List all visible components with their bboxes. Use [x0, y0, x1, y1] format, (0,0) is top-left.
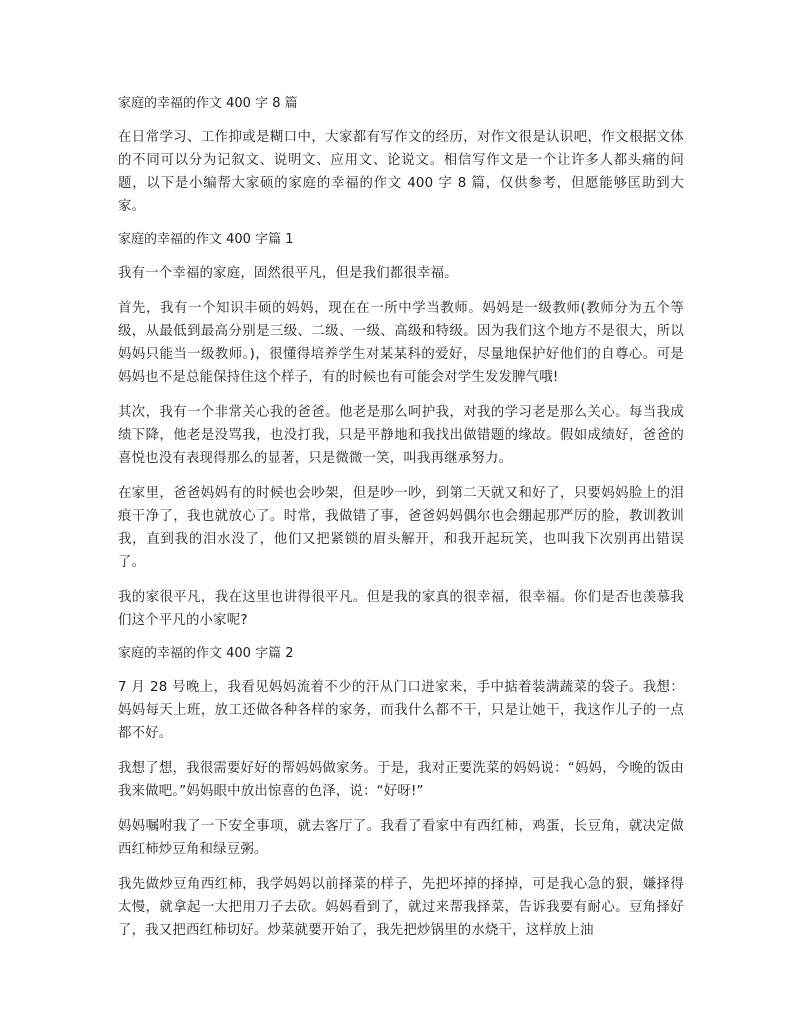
essay-1-paragraph: 首先，我有一个知识丰硕的妈妈，现在在一所中学当教师。妈妈是一级教师(教师分为五个等级，从最低到最高分别是三级、二级、一级、高级和特级。因为我们这个地方不是很大，所以妈妈只能当一级教师。)，很懂得培养学生对某某科的爱好，尽量地保护好他们的自尊心。可是妈妈也不是总能保持住这个样子，有的时候也有可能会对学生发发脾气哦!	[118, 301, 684, 385]
essay-1-paragraph: 我有一个幸福的家庭，固然很平凡，但是我们都很幸福。	[118, 266, 458, 281]
essay-1-paragraph: 在家里，爸爸妈妈有的时候也会吵架，但是吵一吵，到第二天就又和好了，只要妈妈脸上的泪痕干净了，我也就放心了。时常，我做错了事，爸爸妈妈偶尔也会绷起那严厉的脸，教训教训我，直到我的泪水没了，他们又把紧锁的眉头解开，和我开起玩笑，也叫我下次别再出错误了。	[118, 486, 684, 570]
essay-2-paragraph: 我先做炒豆角西红柿，我学妈妈以前择菜的样子，先把坏掉的择掉，可是我心急的狠，嫌择得太慢，就拿起一大把用刀子去砍。妈妈看到了，就过来帮我择菜，告诉我要有耐心。豆角择好了，我又把西红柿切好。炒菜就要开始了，我先把炒锅里的水烧干，这样放上油	[118, 877, 684, 938]
essay-1-heading: 家庭的幸福的作文 400 字篇 1	[118, 232, 294, 247]
essay-2-paragraph: 我想了想，我很需要好好的帮妈妈做家务。于是，我对正要洗菜的妈妈说：“妈妈，今晚的饭由我来做吧。”妈妈眼中放出惊喜的色泽，说：“好呀!”	[118, 761, 684, 799]
essay-2-paragraph: 妈妈嘱咐我了一下安全事项，就去客厅了。我看了看家中有西红柿，鸡蛋，长豆角，就决定做西红柿炒豆角和绿豆粥。	[118, 819, 684, 857]
document-title: 家庭的幸福的作文 400 字 8 篇	[118, 96, 298, 111]
essay-1-paragraph: 我的家很平凡，我在这里也讲得很平凡。但是我的家真的很幸福，很幸福。你们是否也羡慕我们这个平凡的小家呢?	[118, 590, 684, 628]
essay-1-paragraph: 其次，我有一个非常关心我的爸爸。他老是那么呵护我，对我的学习老是那么关心。每当我成绩下降，他老是没骂我，也没打我，只是平静地和我找出做错题的缘故。假如成绩好，爸爸的喜悦也没有表现得那么的显著，只是微微一笑，叫我再继承努力。	[118, 405, 684, 466]
document-body	[118, 94, 684, 954]
intro-paragraph: 在日常学习、工作抑或是糊口中，大家都有写作文的经历，对作文很是认识吧，作文根据文体的不同可以分为记叙文、说明文、应用文、论说文。相信写作文是一个让许多人都头痛的问题，以下是小编帮大家硕的家庭的幸福的作文 400 字 8 篇，仅供参考，但愿能够匡助到大家。	[118, 130, 684, 214]
essay-2-paragraph: 7 月 28 号晚上，我看见妈妈流着不少的汗从门口进家来，手中掂着装满蔬菜的袋子。我想：妈妈每天上班，放工还做各种各样的家务，而我什么都不干，只是让她干，我这作儿子的一点都不好。	[118, 680, 684, 741]
essay-2-heading: 家庭的幸福的作文 400 字篇 2	[118, 646, 294, 661]
